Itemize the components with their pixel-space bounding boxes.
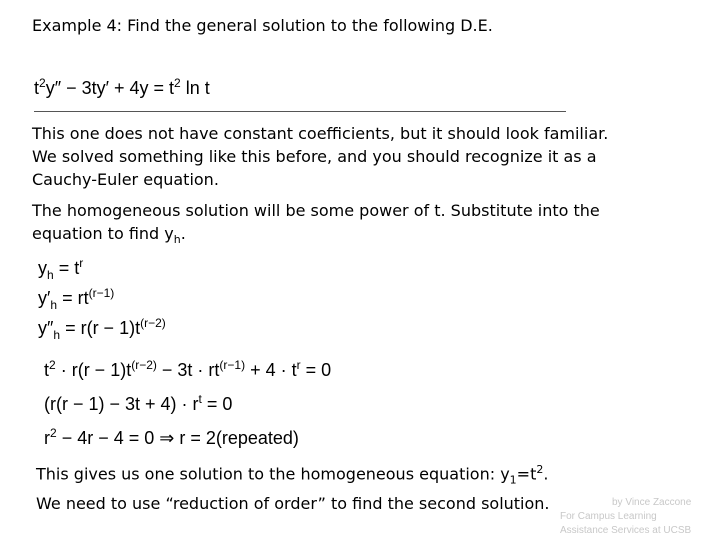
intro-line-2: We solved something like this before, and you should recognize it as a <box>32 147 597 166</box>
homogeneous-line-2: equation to find $y_h$. <box>32 224 186 247</box>
intro-line-3: Cauchy-Euler equation. <box>32 170 219 189</box>
intro-line-1: This one does not have constant coefficients, but it should look familiar. <box>32 124 609 143</box>
conclusion-line-2: We need to use “reduction of order” to find the second solution. <box>36 494 550 513</box>
derivation-step-3: $y''_h = r(r - 1)t^{(r-2)}$ <box>38 316 166 342</box>
derivation-step-6: $r^2 - 4r - 4 = 0$ ⇒ r = 2(repeated) <box>44 426 299 448</box>
conclusion-line-1: This gives us one solution to the homogeneous equation: $y_1=t^2$. <box>36 463 549 487</box>
derivation-step-4: $t^2 \cdot r(r - 1)t^{(r-2)} - 3t \cdot rt^{(r-1)} + 4 \cdot t^r = 0$ <box>44 358 332 380</box>
derivation-step-2: $y'_h = rt^{(r-1)}$ <box>38 286 115 312</box>
derivation-step-5: $(r(r - 1) - 3t + 4) \cdot r^t = 0$ <box>44 392 233 414</box>
derivation-step-1: $y_h = t^r$ <box>38 256 84 282</box>
credit-watermark: by Vince Zaccone For Campus Learning Assistance Services at UCSB <box>560 497 692 536</box>
homogeneous-line-1: The homogeneous solution will be some power of t. Substitute into the <box>32 201 600 220</box>
divider-line <box>34 111 566 112</box>
differential-equation: $t^2y'' - 3ty' + 4y = t^2$ ln t <box>34 76 210 98</box>
example-title: Example 4: Find the general solution to the following D.E. <box>32 16 493 35</box>
